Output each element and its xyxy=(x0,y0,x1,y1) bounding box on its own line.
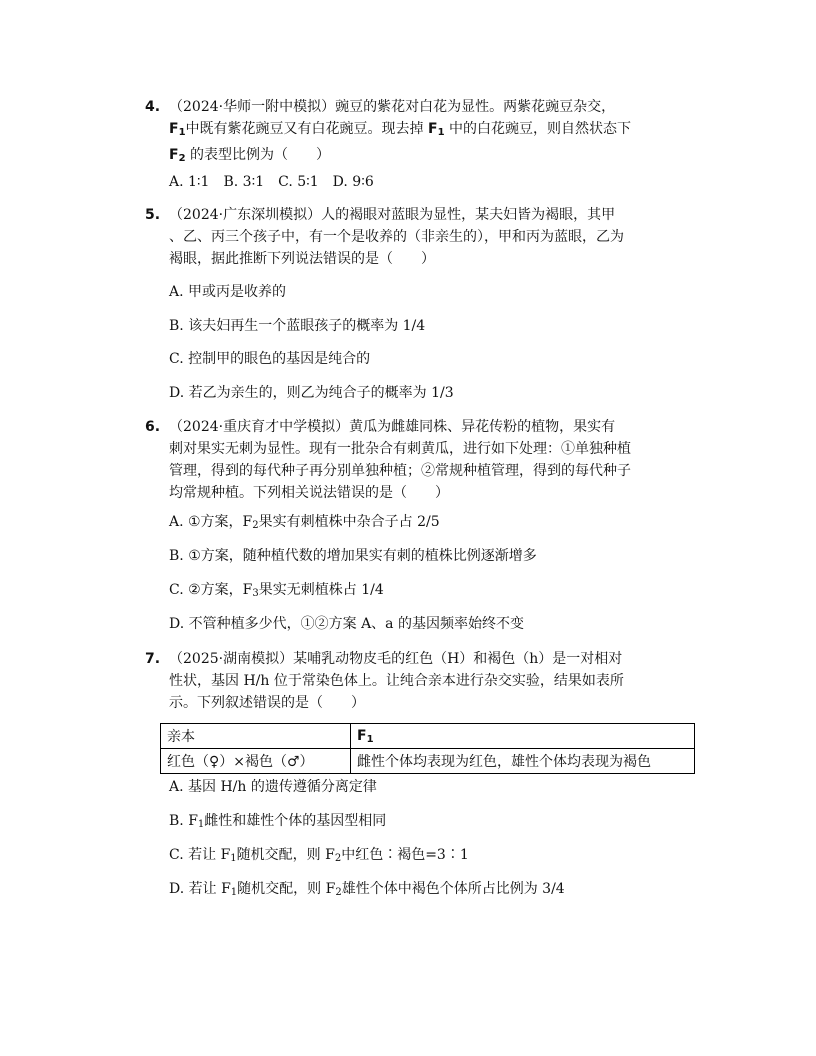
question-6-line-1: 6. （2024·重庆育才中学模拟）黄瓜为雌雄同株、异花传粉的植物，果实有 xyxy=(145,419,616,435)
table-header-row xyxy=(161,724,695,749)
question-5-option-c: C. 控制甲的眼色的基因是纯合的 xyxy=(169,351,371,367)
question-5-line-2: 、乙、丙三个孩子中，有一个是收养的（非亲生的），甲和丙为蓝眼，乙为 xyxy=(169,229,624,245)
question-4 xyxy=(145,96,705,170)
question-6 xyxy=(145,416,705,504)
question-6-line-3: 管理，得到的每代种子再分别单独种植；②常规种植管理，得到的每代种子 xyxy=(169,463,631,479)
table-header-f1: $F_1$ xyxy=(351,724,695,749)
question-4-line-3: $F_2$ 的表型比例为（ ） xyxy=(169,147,330,164)
question-6-option-c: C. ②方案，$F_3$果实无刺植株占 1/4 xyxy=(169,582,384,599)
question-4-line-2: $F_1$中既有紫花豌豆又有白花豌豆。现去掉 $F_1$ 中的白花豌豆，则自然状态下 xyxy=(169,121,631,138)
question-6-option-d: D. 不管种植多少代，①②方案 A、a 的基因频率始终不变 xyxy=(169,616,524,632)
question-6-option-a: A. ①方案，$F_2$果实有刺植株中杂合子占 2/5 xyxy=(169,514,440,531)
question-7-line-1: 7. （2025·湖南模拟）某哺乳动物皮毛的红色（H）和褐色（h）是一对相对 xyxy=(145,651,623,667)
question-number: 4. xyxy=(145,99,161,115)
question-7-line-3: 示。下列叙述错误的是（ ） xyxy=(169,695,365,711)
cross-result-table xyxy=(160,723,695,774)
question-6-line-4: 均常规种植。下列相关说法错误的是（ ） xyxy=(169,485,449,501)
question-5-option-a: A. 甲或丙是收养的 xyxy=(169,284,287,300)
question-5-line-3: 褐眼，据此推断下列说法错误的是（ ） xyxy=(169,251,435,267)
question-5 xyxy=(145,204,705,270)
table-header-parent: 亲本 xyxy=(161,724,351,749)
question-7-option-a: A. 基因 H/h 的遗传遵循分离定律 xyxy=(169,779,377,795)
question-5-option-b: B. 该夫妇再生一个蓝眼孩子的概率为 1/4 xyxy=(169,318,426,334)
question-6-line-2: 刺对果实无刺为显性。现有一批杂合有刺黄瓜，进行如下处理：①单独种植 xyxy=(169,441,631,457)
table-row xyxy=(161,749,695,774)
question-4-line-1: 4. （2024·华师一附中模拟）豌豆的紫花对白花为显性。两紫花豌豆杂交， xyxy=(145,96,705,118)
question-7-option-c: C. 若让 $F_1$随机交配，则 $F_2$中红色∶褐色=3∶1 xyxy=(169,847,469,864)
question-5-line-1: 5. （2024·广东深圳模拟）人的褐眼对蓝眼为显性，某夫妇皆为褐眼，其甲 xyxy=(145,207,616,223)
question-7-option-b: B. $F_1$雌性和雄性个体的基因型相同 xyxy=(169,813,387,830)
question-7 xyxy=(145,648,705,714)
question-7-line-2: 性状，基因 H/h 位于常染色体上。让纯合亲本进行杂交实验，结果如表所 xyxy=(169,673,624,689)
question-4-options: A. 1∶1 B. 3∶1 C. 5∶1 D. 9∶6 xyxy=(169,174,374,190)
question-5-option-d: D. 若乙为亲生的，则乙为纯合子的概率为 1/3 xyxy=(169,385,454,401)
table-cell-f1: 雌性个体均表现为红色，雄性个体均表现为褐色 xyxy=(351,749,695,774)
question-7-option-d: D. 若让 $F_1$随机交配，则 $F_2$雄性个体中褐色个体所占比例为 3/4 xyxy=(169,881,565,898)
question-6-option-b: B. ①方案，随种植代数的增加果实有刺的植株比例逐渐增多 xyxy=(169,548,537,564)
table-cell-parent: 红色（♀）×褐色（♂） xyxy=(161,749,351,774)
